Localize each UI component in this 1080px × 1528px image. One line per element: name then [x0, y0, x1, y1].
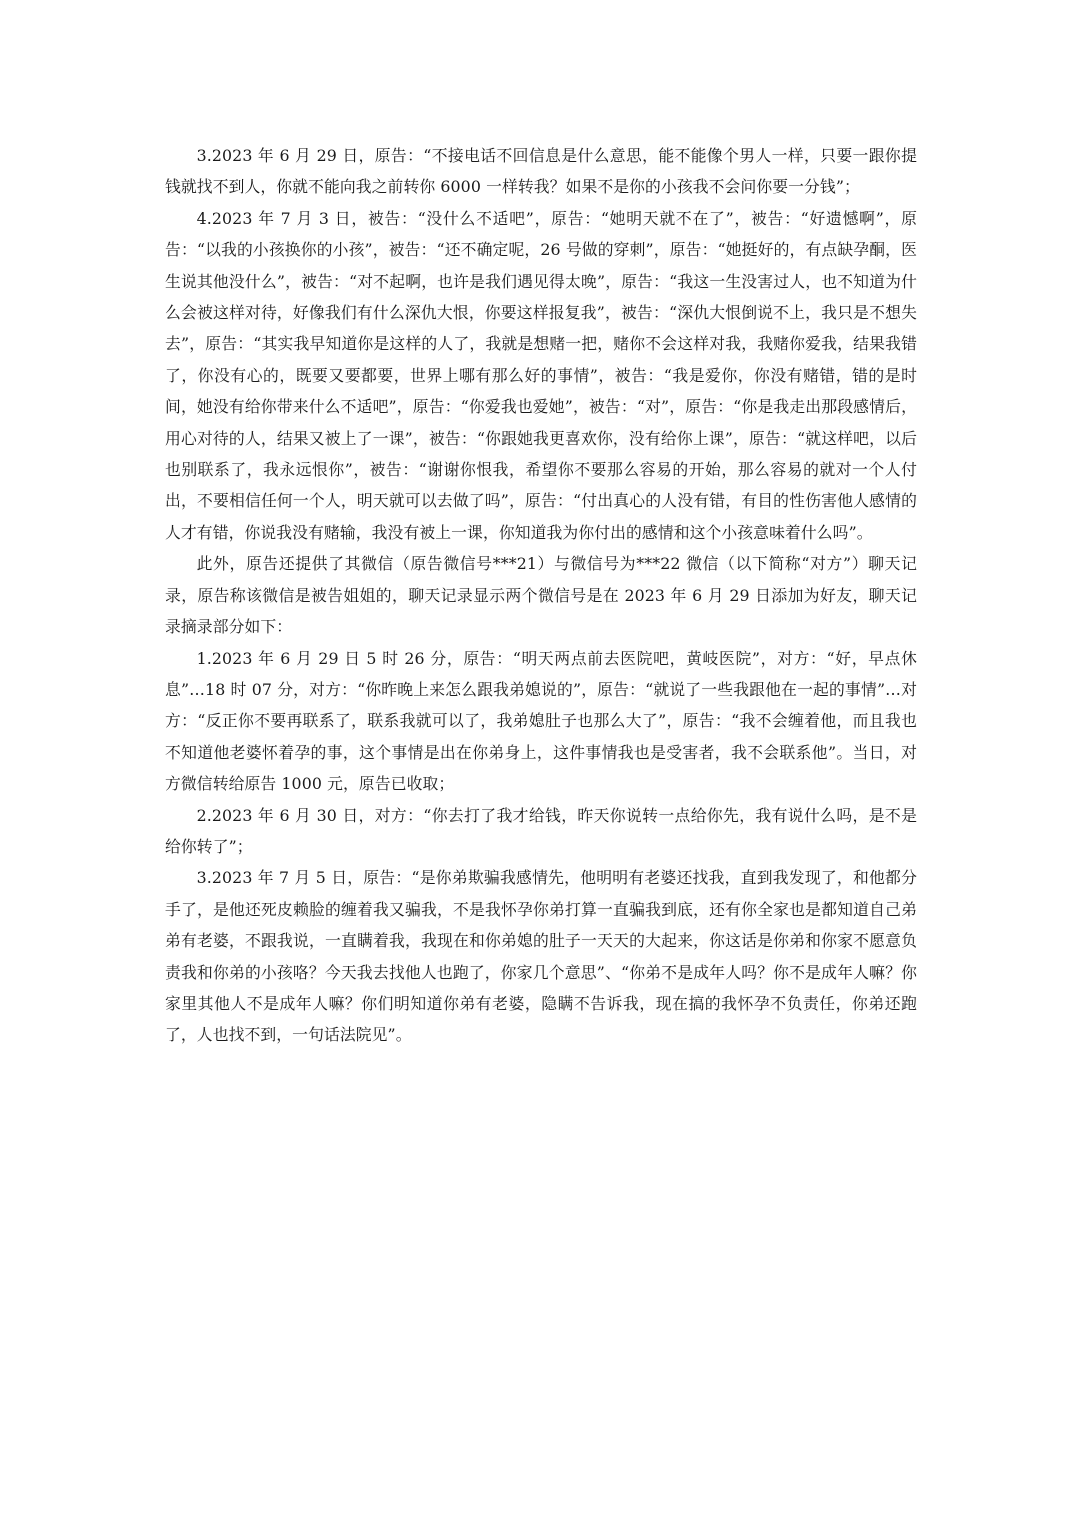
paragraph-wechat-intro: 此外，原告还提供了其微信（原告微信号***21）与微信号为***22 微信（以下简称“对方”）聊天记录，原告称该微信是被告姐姐的，聊天记录显示两个微信号是在 2023 年 6 月 29 日添加为好友，聊天记录摘录部分如下：: [165, 554, 917, 637]
paragraph-wechat-item-3: 3.2023 年 7 月 5 日，原告：“是你弟欺骗我感情先，他明明有老婆还找我，直到我发现了，和他都分手了，是他还死皮赖脸的缠着我又骗我，不是我怀孕你弟打算一直骗我到底，还有你全家也是都知道自己弟弟有老婆，不跟我说，一直瞒着我，我现在和你弟媳的肚子一天天的大起来，你这话是你弟和你家不愿意负责我和你弟的小孩咯？今天我去找他人也跑了，你家几个意思”、“你弟不是成年人吗？你不是成年人嘛？你家里其他人不是成年人嘛？你们明知道你弟有老婆，隐瞒不告诉我，现在搞的我怀孕不负责任，你弟还跑了，人也找不到，一句话法院见”。: [165, 868, 917, 1045]
paragraph-wechat-item-1: 1.2023 年 6 月 29 日 5 时 26 分，原告：“明天两点前去医院吧，黄岐医院”，对方：“好，早点休息”…18 时 07 分，对方：“你昨晚上来怎么跟我弟媳说的”，原告：“就说了一些我跟他在一起的事情”…对方：“反正你不要再联系了，联系我就可以了，我弟媳肚子也那么大了”，原告：“我不会缠着他，而且我也不知道他老婆怀着孕的事，这个事情是出在你弟身上，这件事情我也是受害者，我不会联系他”。当日，对方微信转给原告 1000 元，原告已收取；: [165, 648, 917, 794]
paragraph-item-4-july3: 4.2023 年 7 月 3 日，被告：“没什么不适吧”，原告：“她明天就不在了”，被告：“好遗憾啊”，原告：“以我的小孩换你的小孩”，被告：“还不确定呢，26 号做的穿刺”，原告：“她挺好的，有点缺孕酮，医生说其他没什么”，被告：“对不起啊，也许是我们遇见得太晚”，原告：“我这一生没害过人，也不知道为什么会被这样对待，好像我们有什么深仇大恨，你要这样报复我”，被告：“深仇大恨倒说不上，我只是不想失去”，原告：“其实我早知道你是这样的人了，我就是想赌一把，赌你不会这样对我，我赌你爱我，结果我错了，你没有心的，既要又要都要，世界上哪有那么好的事情”，被告：“我是爱你，你没有赌错，错的是时间，她没有给你带来什么不适吧”，原告：“你爱我也爱她”，被告：“对”，原告：“你是我走出那段感情后，用心对待的人，结果又被上了一课”，被告：“你跟她我更喜欢你，没有给你上课”，原告：“就这样吧，以后也别联系了，我永远恨你”，被告：“谢谢你恨我，希望你不要那么容易的开始，那么容易的就对一个人付出，不要相信任何一个人，明天就可以去做了吗”，原告：“付出真心的人没有错，有目的性伤害他人感情的人才有错，你说我没有赌输，我没有被上一课，你知道我为你付出的感情和这个小孩意味着什么吗”。: [165, 208, 917, 542]
document-body: [165, 140, 917, 1051]
paragraph-item-3-june29: 3.2023 年 6 月 29 日，原告：“不接电话不回信息是什么意思，能不能像个男人一样，只要一跟你提钱就找不到人，你就不能向我之前转你 6000 一样转我？如果不是你的小孩我不会问你要一分钱”；: [165, 146, 917, 197]
paragraph-wechat-item-2: 2.2023 年 6 月 30 日，对方：“你去打了我才给钱，昨天你说转一点给你先，我有说什么吗，是不是给你转了”；: [165, 805, 917, 856]
